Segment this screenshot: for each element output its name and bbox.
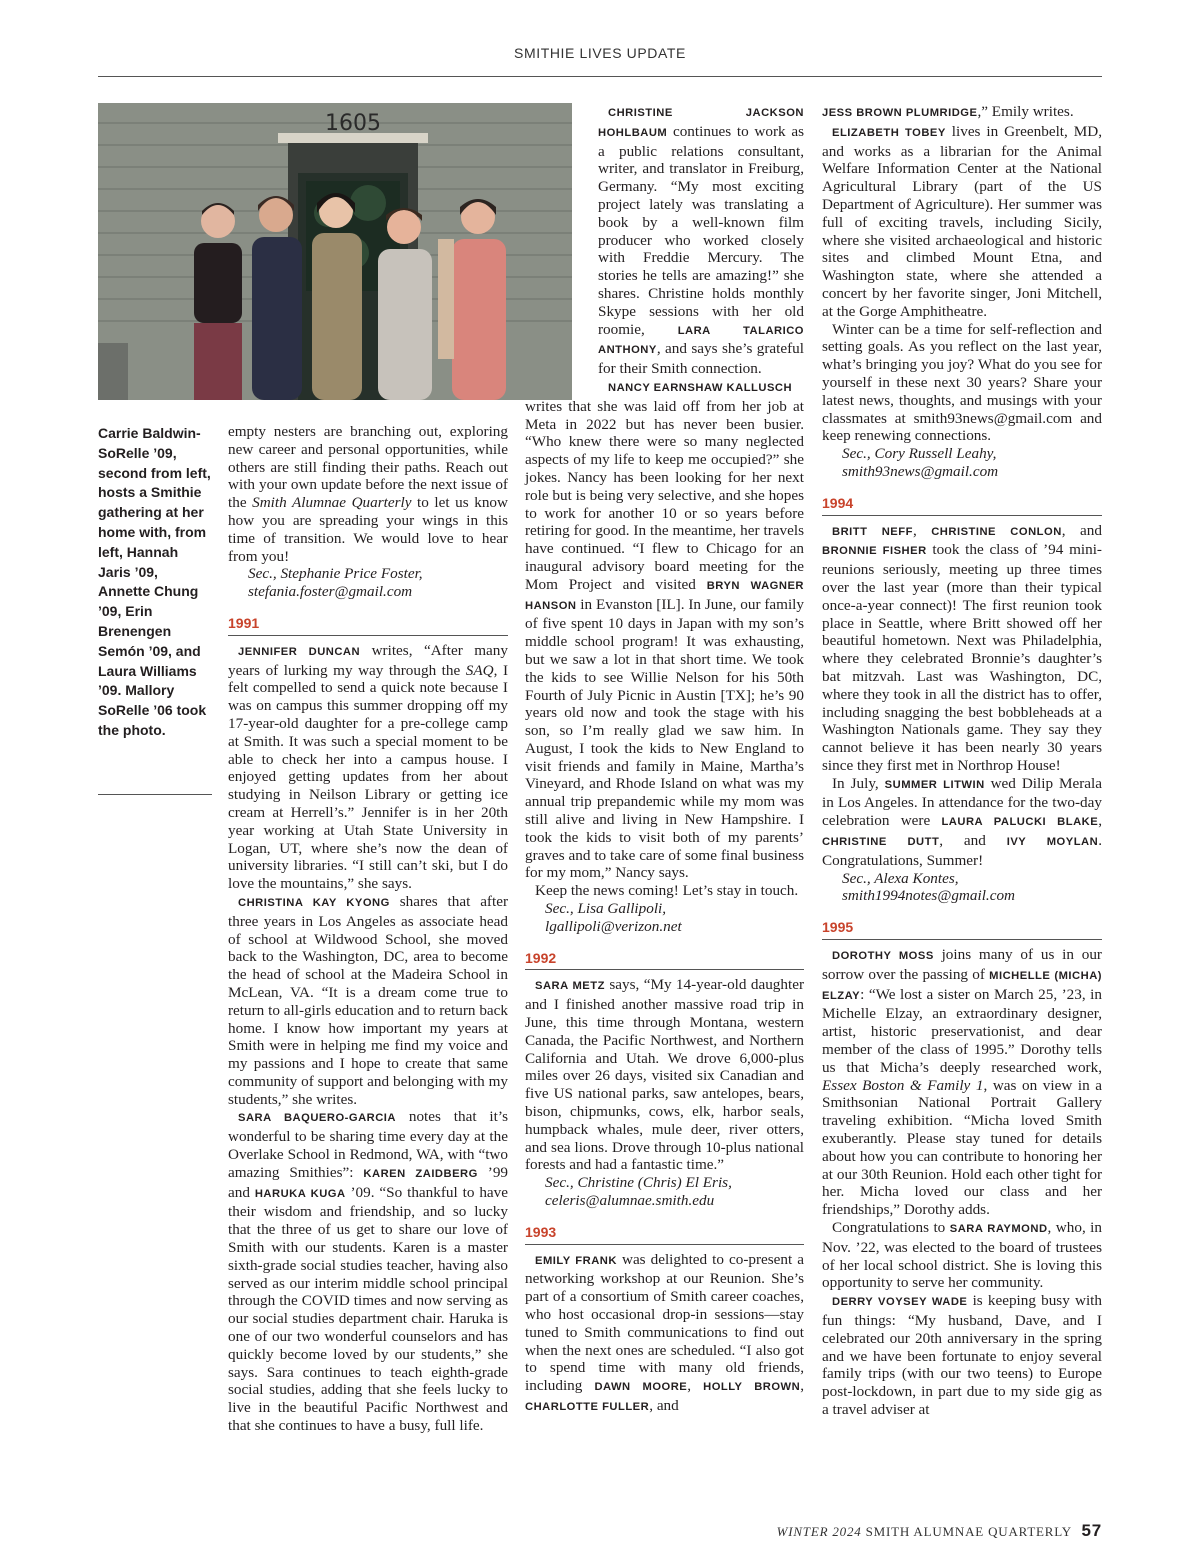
col1-secretary-email: stefania.foster@gmail.com: [248, 583, 413, 601]
col3-neff-paragraph: BRITT NEFF, CHRISTINE CONLON, and BRONNIE FISHER took the class of ’94 mini-reunions seriously, meeting up three times over the last year (more than their typical once-a-year connect)! The first reunion took place in Seattle, where Britt showed off her beautiful hometown. Next was Philadelphia, where they celebrated Bronnie’s daughter’s bat mitzvah. Last was Washington, DC, where they took in all the district has to offer, including snagging the best bobbleheads at a Washington Nationals game. They say they cannot believe it has been nearly 30 years since they first met in Northrop House!: [822, 521, 1102, 774]
col2-secretary-name-1: Sec., Lisa Gallipoli,: [545, 900, 667, 918]
footer-publication: SMITH ALUMNAE QUARTERLY: [865, 1524, 1072, 1539]
running-head: SMITHIE LIVES UPDATE: [514, 45, 686, 61]
page-footer: [777, 1521, 1102, 1541]
col3-secretary-name-1: Sec., Cory Russell Leahy,: [842, 445, 997, 463]
col1-intro-paragraph: empty nesters are branching out, exploring new career and personal opportunities, while others are still finding their paths. Reach out with your own update before the next issue of the Smith Alumnae Quarterly to let us know how you are spreading your wings in this time of transition. We would love to hear from you!: [228, 423, 508, 565]
page-number: 57: [1081, 1521, 1102, 1540]
group-photo: [98, 103, 572, 400]
col1-kyong-paragraph: CHRISTINA KAY KYONG shares that after three years in Los Angeles as associate head of school at Wildwood School, she moved back to the Washington, DC, area to become the head of school at the Madeira School in McLean, VA. “It is a dream come true to return to all-girls education and to return back home. I know how important my years at Smith were in helping me find my voice and my passions and I hope to create that same community of support and belonging with my students,” she writes.: [228, 892, 509, 1108]
col2-frank-paragraph: EMILY FRANK was delighted to co-present a networking workshop at our Reunion. She’s part of a consortium of Smith career coaches, who host occasional drop-in sessions—stay tuned to Smith communications to find out when the next ones are scheduled. “I also got to spend time with many old friends, including DAWN MOORE, HOLLY BROWN, CHARLOTTE FULLER, and: [525, 1250, 804, 1414]
col2-hohlbaum-paragraph: CHRISTINE JACKSON HOHLBAUM continues to work as a public relations consultant, writer, and translator in Freiburg, Germany. “My most exciting project lately was translating a book by a well-known film producer who worked closely with Freddie Mercury. The stories he tells are amazing!” she shares. Christine holds monthly Skype sessions with her old roomie, LARA TALARICO ANTHONY, and says she’s grateful for their Smith connection.: [598, 107, 804, 378]
caption-rule: [98, 794, 212, 795]
col3-secretary-email-1: smith93news@gmail.com: [842, 462, 999, 480]
column-1: [228, 423, 508, 1435]
header-rule: [98, 76, 1102, 77]
col2-secretary-email-1: lgallipoli@verizon.net: [545, 917, 682, 935]
col3-raymond-paragraph: Congratulations to SARA RAYMOND, who, in Nov. ’22, was elected to the board of trustees of her local school district. She is loving this opportunity to serve her community.: [822, 1219, 1102, 1292]
col3-plumridge-line: JESS BROWN PLUMRIDGE,” Emily writes.: [822, 103, 1074, 120]
col1-duncan-paragraph: JENNIFER DUNCAN writes, “After many years of lurking my way through the SAQ, I felt compelled to send a quick note because I was on campus this summer dropping off my 17-year-old daughter for a pre-college camp at Smith. It was such a special moment to be able to check her into a campus house. I enjoyed getting updates from her about studying in Neilson Library or getting ice cream at Herrell’s.” Jennifer is in her 20th year working at Utah State University in Logan, UT, where she’s now the dean of university libraries. “I still can’t ski, but I do love the mountains,” she says.: [228, 641, 509, 893]
class-year-1994: 1994: [822, 487, 1102, 516]
col2-keep-news: Keep the news coming! Let’s stay in touch.: [535, 882, 799, 900]
col1-baquero-paragraph: SARA BAQUERO-GARCIA notes that it’s wonderful to be sharing time every day at the Overlake School in Redmond, WA, with “two amazing Smithies”: KAREN ZAIDBERG ’99 and HARUKA KUGA ’09. “So thankful to have their wisdom and friendship, and so lucky that the three of us get to share our love of Smith with our students. Karen is a master sixth-grade social studies teacher, having also served as our interim middle school principal through the COVID times and now serving as our social studies department chair. Haruka is one of our two wonderful counselors and has quickly become loved by our students,” she says. Sara continues to teach eighth-grade social studies, adding that she feels lucky to live in the beautiful Pacific Northwest and that she continues to have a busy, full life.: [228, 1108, 509, 1435]
col3-moss-paragraph: DOROTHY MOSS joins many of us in our sorrow over the passing of MICHELLE (MICHA) ELZAY: “We lost a sister on March 25, ’23, in Michelle Elzay, an extraordinary designer, artist, historic preservationist, and dear member of the class of 1995.” Dorothy tells us that Micha’s deeply researched work, Essex Boston & Family 1, was on view in a Smithsonian National Portrait Gallery traveling exhibition. “Micha loved Smith exuberantly. Please stay tuned for details about how you can contribute to honoring her at our 30th Reunion. Hold each other tight for her. Micha loved our class and her friendships,” Dorothy adds.: [822, 946, 1103, 1219]
class-year-1991: 1991: [228, 607, 508, 636]
col2-kallusch-paragraph: writes that she was laid off from her job at Meta in 2022 but has never been busier. “Who knew there were so many neglected aspects of my life to keep me occupied?” she jokes. Nancy has been looking for her next role but is being very selective, and she hopes to work for another 10 or so years before retiring for good. In the meantime, her travels have continued. “I flew to Chicago for an inaugural advisory board meeting for the Mom Project and visited BRYN WAGNER HANSON in Evanston [IL]. In June, our family of five spent 10 days in Japan with my son’s middle school program! It was exhausting, but we saw a lot in that short time. We took the kids to see Willie Nelson for his 50th Fourth of July Picnic in Austin [TX]; he’s 90 years old now and took the stage with his son, so I’m really glad we saw him. In August, I took the kids to New England to visit friends and family in Maine, Martha’s Vineyard, and Rhode Island on what was my annual trip prepandemic while my mom was still alive and living in New Hampshire. I took the kids to visit both of my parents’ graves and to take care of some final business for my mom,” Nancy says.: [525, 397, 804, 882]
col3-winter-paragraph: Winter can be a time for self-reflection and setting goals. As you reflect on the last year, what’s bringing you joy? What do you see for yourself in these next 30 years? Share your latest news, thoughts, and musings with your classmates at smith93news@gmail.com and keep renewing connections.: [822, 320, 1102, 445]
col2-secretary-name-2: Sec., Christine (Chris) El Eris,: [545, 1174, 732, 1192]
footer-issue: WINTER 2024: [776, 1524, 862, 1539]
column-2: [525, 103, 804, 1417]
col3-secretary-email-2: smith1994notes@gmail.com: [842, 887, 1016, 905]
class-year-1995: 1995: [822, 911, 1102, 940]
photo-caption: Carrie Baldwin-SoRelle ’09, second from left, hosts a Smithie gathering at her home with, from left, Hannah Jaris ’09, Annette Chung ’09, Erin Brenengen Semón ’09, and Laura Williams ’09. Mallory SoRelle ’06 took the photo.: [98, 425, 211, 738]
col2-metz-paragraph: SARA METZ says, “My 14-year-old daughter and I finished another massive road trip in June, this time through Montana, western Canada, the Pacific Northwest, and Northern California and Utah. We drove 6,000-plus miles over 26 days, visited six Canadian and five US national parks, saw antelopes, bears, bison, chipmunks, cows, elk, harbor seals, humpback whales, mule deer, river otters, and sea lions. Drove through 10-plus national forests and had a fantastic time.”: [525, 976, 805, 1174]
col2-kallusch-paragraph-start: NANCY EARNSHAW KALLUSCH: [608, 381, 793, 394]
class-year-1993: 1993: [525, 1216, 804, 1245]
col3-tobey-paragraph: ELIZABETH TOBEY lives in Greenbelt, MD, and works as a librarian for the Animal Welfare Information Center at the National Agricultural Library (part of the US Department of Agriculture). Her summer was full of exciting travels, including Sicily, where she visited archaeological and historic sites and climbed Mount Etna, and Washington state, where she attended a concert by her favorite singer, Joni Mitchell, at the Gorge Amphitheatre.: [822, 122, 1102, 320]
col3-litwin-paragraph: In July, SUMMER LITWIN wed Dilip Merala in Los Angeles. In attendance for the two-day celebration were LAURA PALUCKI BLAKE, CHRISTINE DUTT, and IVY MOYLAN. Congratulations, Summer!: [822, 774, 1103, 869]
col2-secretary-email-2: celeris@alumnae.smith.edu: [545, 1192, 715, 1210]
col3-secretary-name-2: Sec., Alexa Kontes,: [842, 869, 959, 887]
house-number: 1605: [325, 111, 381, 136]
class-year-1992: 1992: [525, 942, 804, 971]
col1-secretary-name: Sec., Stephanie Price Foster,: [248, 565, 423, 583]
col3-wade-paragraph: DERRY VOYSEY WADE is keeping busy with fun things: “My husband, Dave, and I celebrated our 20th anniversary in the spring and we have been fortunate to enjoy several family trips (with our two teens) to Europe post-lockdown, in part due to my side gig as a travel adviser at: [822, 1292, 1102, 1418]
column-3: [822, 103, 1102, 1419]
